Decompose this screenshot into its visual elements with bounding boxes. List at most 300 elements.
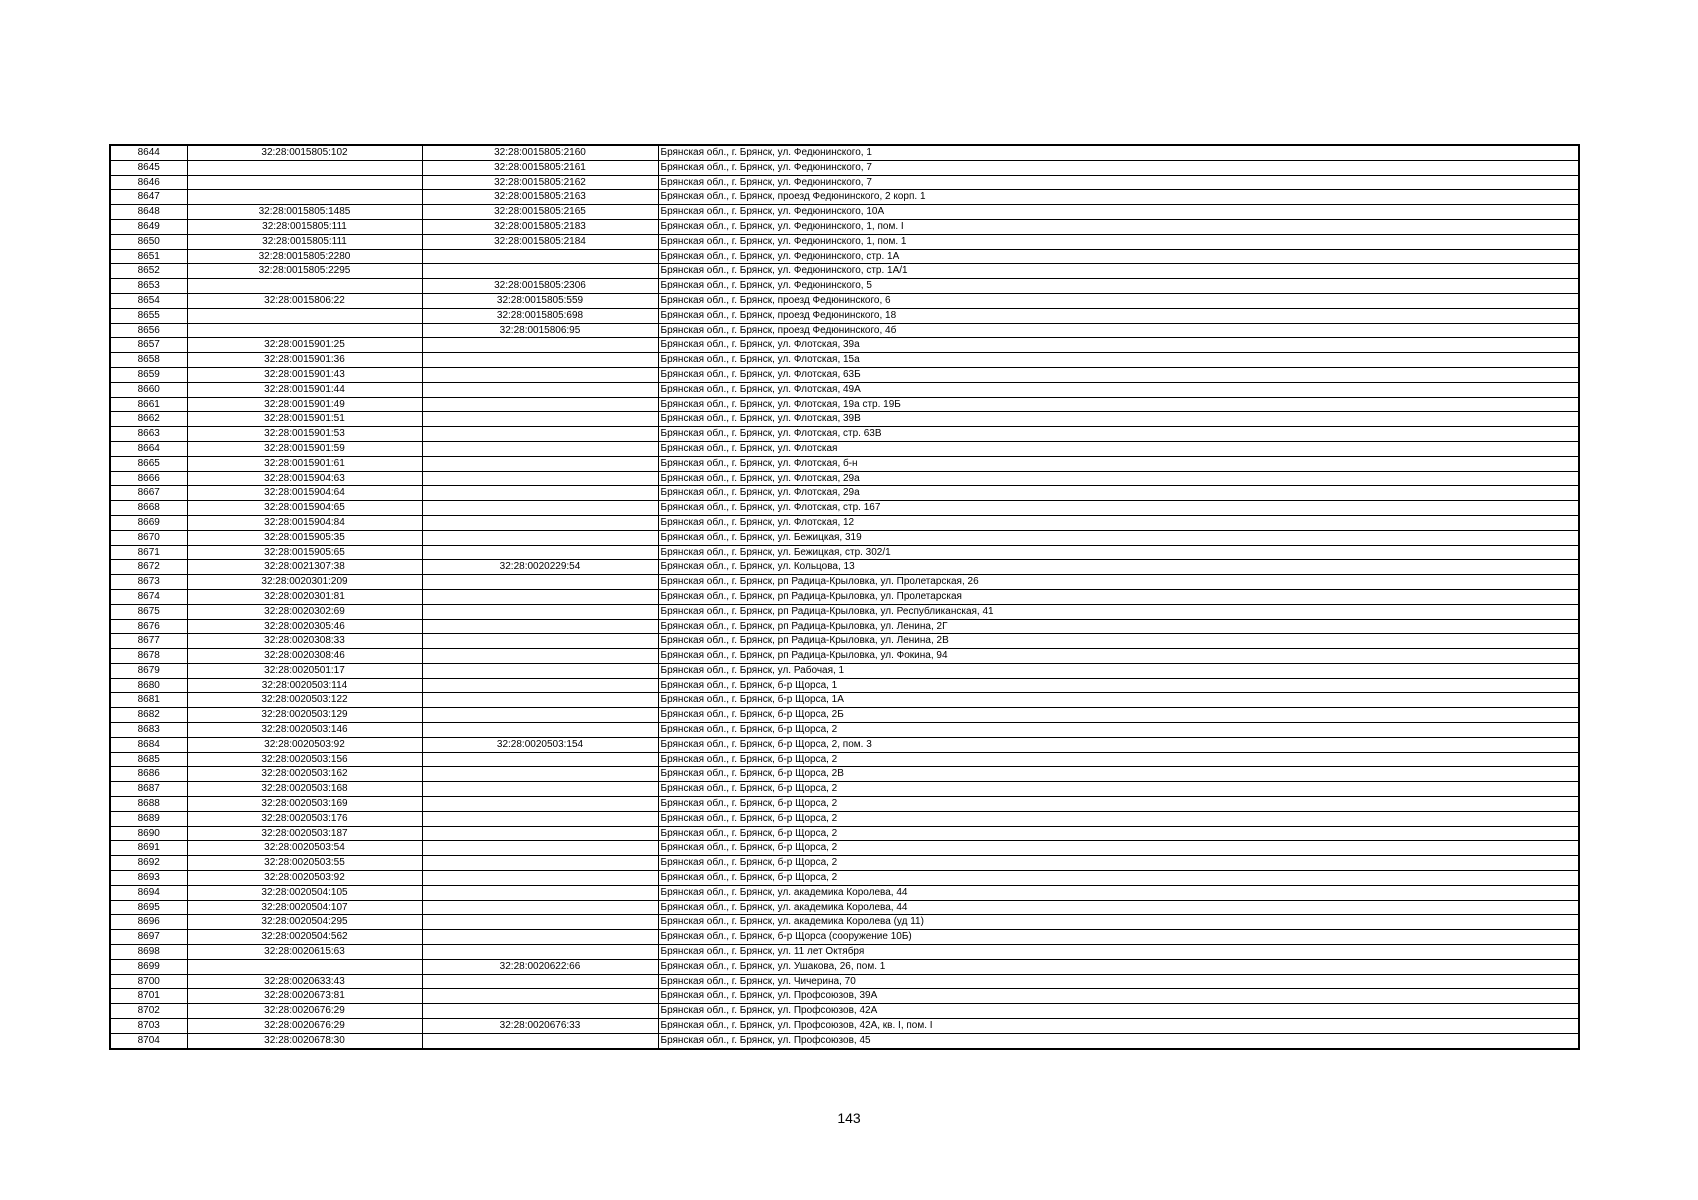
address-cell: Брянская обл., г. Брянск, проезд Федюнинского, 6 [658,293,1579,308]
table-row [110,737,1579,752]
cadastral-number-parcel-cell: 32:28:0020501:17 [187,663,422,678]
cadastral-number-object-cell: 32:28:0015805:559 [422,293,658,308]
cadastral-number-parcel-cell: 32:28:0020301:81 [187,589,422,604]
address-cell: Брянская обл., г. Брянск, ул. Федюнинского, 10А [658,205,1579,220]
cadastral-number-object-cell [422,693,658,708]
cadastral-number-object-cell [422,752,658,767]
row-number-cell: 8690 [110,826,187,841]
table-row [110,708,1579,723]
address-cell: Брянская обл., г. Брянск, проезд Федюнинского, 4б [658,323,1579,338]
table-row [110,249,1579,264]
address-cell: Брянская обл., г. Брянск, б-р Щорса, 2Б [658,708,1579,723]
address-cell: Брянская обл., г. Брянск, ул. Профсоюзов, 42А, кв. I, пом. I [658,1019,1579,1034]
table-row [110,338,1579,353]
address-cell: Брянская обл., г. Брянск, б-р Щорса, 2 [658,841,1579,856]
cadastral-number-parcel-cell: 32:28:0020676:29 [187,1004,422,1019]
row-number-cell: 8677 [110,634,187,649]
row-number-cell: 8662 [110,412,187,427]
row-number-cell: 8645 [110,160,187,175]
address-cell: Брянская обл., г. Брянск, ул. Флотская, 29а [658,486,1579,501]
cadastral-number-object-cell: 32:28:0015805:2184 [422,234,658,249]
row-number-cell: 8700 [110,974,187,989]
table-row [110,560,1579,575]
table-row [110,782,1579,797]
address-cell: Брянская обл., г. Брянск, ул. Флотская, стр. 63В [658,427,1579,442]
address-cell: Брянская обл., г. Брянск, ул. Флотская, 49А [658,382,1579,397]
table-row [110,723,1579,738]
row-number-cell: 8703 [110,1019,187,1034]
row-number-cell: 8678 [110,649,187,664]
cadastral-number-parcel-cell: 32:28:0015901:59 [187,441,422,456]
cadastral-number-parcel-cell [187,190,422,205]
cadastral-number-object-cell [422,678,658,693]
row-number-cell: 8647 [110,190,187,205]
table-row [110,501,1579,516]
cadastral-number-object-cell [422,797,658,812]
table-row [110,797,1579,812]
row-number-cell: 8698 [110,945,187,960]
table-row [110,456,1579,471]
cadastral-number-parcel-cell: 32:28:0020504:107 [187,900,422,915]
cadastral-number-object-cell [422,412,658,427]
row-number-cell: 8674 [110,589,187,604]
address-cell: Брянская обл., г. Брянск, ул. Флотская [658,441,1579,456]
cadastral-number-parcel-cell: 32:28:0020504:562 [187,930,422,945]
cadastral-number-parcel-cell: 32:28:0015806:22 [187,293,422,308]
address-cell: Брянская обл., г. Брянск, ул. Федюнинского, 1 [658,145,1579,160]
cadastral-number-object-cell [422,1033,658,1048]
cadastral-number-parcel-cell [187,160,422,175]
row-number-cell: 8680 [110,678,187,693]
table-row [110,959,1579,974]
table-row [110,767,1579,782]
table-row [110,678,1579,693]
row-number-cell: 8696 [110,915,187,930]
table-row [110,293,1579,308]
row-number-cell: 8691 [110,841,187,856]
cadastral-number-parcel-cell: 32:28:0015805:102 [187,145,422,160]
cadastral-number-object-cell [422,856,658,871]
address-cell: Брянская обл., г. Брянск, ул. Флотская, 12 [658,515,1579,530]
address-cell: Брянская обл., г. Брянск, б-р Щорса, 2 [658,797,1579,812]
row-number-cell: 8687 [110,782,187,797]
address-cell: Брянская обл., г. Брянск, ул. Профсоюзов, 42А [658,1004,1579,1019]
address-cell: Брянская обл., г. Брянск, ул. Федюнинского, 7 [658,160,1579,175]
cadastral-number-parcel-cell: 32:28:0020503:169 [187,797,422,812]
cadastral-number-object-cell [422,427,658,442]
table-row [110,205,1579,220]
table-row [110,279,1579,294]
table-row [110,693,1579,708]
row-number-cell: 8649 [110,219,187,234]
row-number-cell: 8660 [110,382,187,397]
table-row [110,974,1579,989]
row-number-cell: 8661 [110,397,187,412]
row-number-cell: 8704 [110,1033,187,1048]
cadastral-number-object-cell [422,945,658,960]
table-row [110,871,1579,886]
address-cell: Брянская обл., г. Брянск, ул. Профсоюзов, 39А [658,989,1579,1004]
table-body [110,145,1579,1049]
row-number-cell: 8688 [110,797,187,812]
table-row [110,427,1579,442]
cadastral-number-parcel-cell: 32:28:0015901:53 [187,427,422,442]
cadastral-number-object-cell [422,885,658,900]
address-cell: Брянская обл., г. Брянск, ул. Федюнинского, стр. 1А [658,249,1579,264]
row-number-cell: 8675 [110,604,187,619]
address-cell: Брянская обл., г. Брянск, проезд Федюнинского, 18 [658,308,1579,323]
table-row [110,885,1579,900]
address-cell: Брянская обл., г. Брянск, б-р Щорса, 1А [658,693,1579,708]
table-row [110,234,1579,249]
cadastral-number-parcel-cell: 32:28:0020302:69 [187,604,422,619]
address-cell: Брянская обл., г. Брянск, ул. академика Королева, 44 [658,885,1579,900]
cadastral-number-object-cell [422,782,658,797]
row-number-cell: 8652 [110,264,187,279]
address-cell: Брянская обл., г. Брянск, рп Радица-Крыловка, ул. Республиканская, 41 [658,604,1579,619]
address-cell: Брянская обл., г. Брянск, ул. Рабочая, 1 [658,663,1579,678]
cadastral-number-object-cell [422,974,658,989]
address-cell: Брянская обл., г. Брянск, ул. Флотская, 39а [658,338,1579,353]
table-row [110,945,1579,960]
cadastral-number-object-cell [422,456,658,471]
cadastral-number-parcel-cell: 32:28:0015904:65 [187,501,422,516]
row-number-cell: 8664 [110,441,187,456]
table-row [110,515,1579,530]
address-cell: Брянская обл., г. Брянск, ул. Флотская, б-н [658,456,1579,471]
address-cell: Брянская обл., г. Брянск, ул. Федюнинского, 7 [658,175,1579,190]
cadastral-number-object-cell [422,915,658,930]
row-number-cell: 8699 [110,959,187,974]
cadastral-number-parcel-cell: 32:28:0020503:54 [187,841,422,856]
table-row [110,649,1579,664]
address-cell: Брянская обл., г. Брянск, ул. академика Королева (уд 11) [658,915,1579,930]
address-cell: Брянская обл., г. Брянск, ул. Федюнинского, 1, пом. I [658,219,1579,234]
address-cell: Брянская обл., г. Брянск, ул. академика Королева, 44 [658,900,1579,915]
table-row [110,1004,1579,1019]
address-cell: Брянская обл., г. Брянск, ул. Федюнинского, стр. 1А/1 [658,264,1579,279]
cadastral-number-parcel-cell: 32:28:0015901:44 [187,382,422,397]
table-row [110,382,1579,397]
table-row [110,367,1579,382]
address-cell: Брянская обл., г. Брянск, б-р Щорса, 2 [658,826,1579,841]
row-number-cell: 8697 [110,930,187,945]
cadastral-number-parcel-cell: 32:28:0020503:162 [187,767,422,782]
table-row [110,1033,1579,1048]
registry-table [109,144,1580,1050]
row-number-cell: 8671 [110,545,187,560]
row-number-cell: 8679 [110,663,187,678]
row-number-cell: 8646 [110,175,187,190]
address-cell: Брянская обл., г. Брянск, ул. Флотская, 15а [658,353,1579,368]
cadastral-number-parcel-cell: 32:28:0020503:92 [187,871,422,886]
cadastral-number-parcel-cell: 32:28:0015805:1485 [187,205,422,220]
cadastral-number-parcel-cell: 32:28:0015805:2295 [187,264,422,279]
table-row [110,190,1579,205]
row-number-cell: 8694 [110,885,187,900]
cadastral-number-object-cell: 32:28:0015805:2183 [422,219,658,234]
cadastral-number-object-cell [422,338,658,353]
row-number-cell: 8650 [110,234,187,249]
cadastral-number-object-cell [422,930,658,945]
cadastral-number-parcel-cell: 32:28:0015905:35 [187,530,422,545]
cadastral-number-object-cell: 32:28:0015805:2160 [422,145,658,160]
address-cell: Брянская обл., г. Брянск, ул. Флотская, 19а стр. 19Б [658,397,1579,412]
table-row [110,145,1579,160]
cadastral-number-parcel-cell: 32:28:0015901:51 [187,412,422,427]
cadastral-number-object-cell: 32:28:0020229:54 [422,560,658,575]
address-cell: Брянская обл., г. Брянск, б-р Щорса, 1 [658,678,1579,693]
table-row [110,604,1579,619]
cadastral-number-object-cell: 32:28:0020503:154 [422,737,658,752]
table-row [110,545,1579,560]
cadastral-number-parcel-cell: 32:28:0020503:146 [187,723,422,738]
cadastral-number-parcel-cell [187,279,422,294]
address-cell: Брянская обл., г. Брянск, ул. Профсоюзов, 45 [658,1033,1579,1048]
cadastral-number-parcel-cell: 32:28:0020503:55 [187,856,422,871]
row-number-cell: 8667 [110,486,187,501]
address-cell: Брянская обл., г. Брянск, ул. Федюнинского, 5 [658,279,1579,294]
cadastral-number-parcel-cell: 32:28:0015805:2280 [187,249,422,264]
row-number-cell: 8701 [110,989,187,1004]
cadastral-number-parcel-cell: 32:28:0020503:168 [187,782,422,797]
cadastral-number-parcel-cell: 32:28:0020503:129 [187,708,422,723]
row-number-cell: 8654 [110,293,187,308]
cadastral-number-parcel-cell: 32:28:0015901:36 [187,353,422,368]
address-cell: Брянская обл., г. Брянск, ул. Бежицкая, 319 [658,530,1579,545]
cadastral-number-parcel-cell: 32:28:0020503:156 [187,752,422,767]
table-row [110,989,1579,1004]
cadastral-number-object-cell [422,634,658,649]
address-cell: Брянская обл., г. Брянск, б-р Щорса, 2 [658,871,1579,886]
cadastral-number-object-cell: 32:28:0015805:698 [422,308,658,323]
table-row [110,900,1579,915]
cadastral-number-parcel-cell: 32:28:0020503:122 [187,693,422,708]
row-number-cell: 8651 [110,249,187,264]
cadastral-number-object-cell: 32:28:0015806:95 [422,323,658,338]
cadastral-number-object-cell [422,382,658,397]
row-number-cell: 8655 [110,308,187,323]
row-number-cell: 8689 [110,811,187,826]
row-number-cell: 8657 [110,338,187,353]
cadastral-number-parcel-cell [187,175,422,190]
cadastral-number-object-cell [422,767,658,782]
cadastral-number-object-cell [422,871,658,886]
row-number-cell: 8663 [110,427,187,442]
row-number-cell: 8656 [110,323,187,338]
table-row [110,841,1579,856]
address-cell: Брянская обл., г. Брянск, рп Радица-Крыловка, ул. Фокина, 94 [658,649,1579,664]
cadastral-number-parcel-cell [187,323,422,338]
cadastral-number-parcel-cell: 32:28:0015805:111 [187,234,422,249]
address-cell: Брянская обл., г. Брянск, рп Радица-Крыловка, ул. Пролетарская, 26 [658,575,1579,590]
cadastral-number-object-cell [422,515,658,530]
cadastral-number-object-cell [422,826,658,841]
table-row [110,308,1579,323]
cadastral-number-parcel-cell: 32:28:0020503:176 [187,811,422,826]
table-row [110,175,1579,190]
cadastral-number-object-cell [422,501,658,516]
address-cell: Брянская обл., г. Брянск, ул. Чичерина, 70 [658,974,1579,989]
cadastral-number-object-cell [422,708,658,723]
cadastral-number-parcel-cell: 32:28:0020615:63 [187,945,422,960]
cadastral-number-object-cell [422,264,658,279]
row-number-cell: 8681 [110,693,187,708]
address-cell: Брянская обл., г. Брянск, ул. Бежицкая, стр. 302/1 [658,545,1579,560]
row-number-cell: 8702 [110,1004,187,1019]
cadastral-number-object-cell: 32:28:0015805:2161 [422,160,658,175]
cadastral-number-parcel-cell: 32:28:0020633:43 [187,974,422,989]
address-cell: Брянская обл., г. Брянск, ул. 11 лет Октября [658,945,1579,960]
cadastral-number-object-cell [422,397,658,412]
row-number-cell: 8673 [110,575,187,590]
cadastral-number-object-cell: 32:28:0015805:2162 [422,175,658,190]
cadastral-number-parcel-cell: 32:28:0015901:25 [187,338,422,353]
cadastral-number-object-cell [422,530,658,545]
row-number-cell: 8682 [110,708,187,723]
row-number-cell: 8684 [110,737,187,752]
address-cell: Брянская обл., г. Брянск, ул. Флотская, стр. 167 [658,501,1579,516]
cadastral-number-object-cell [422,663,658,678]
address-cell: Брянская обл., г. Брянск, б-р Щорса, 2 [658,782,1579,797]
address-cell: Брянская обл., г. Брянск, б-р Щорса, 2 [658,752,1579,767]
row-number-cell: 8644 [110,145,187,160]
row-number-cell: 8672 [110,560,187,575]
table-row [110,323,1579,338]
table-row [110,412,1579,427]
cadastral-number-parcel-cell: 32:28:0020308:46 [187,649,422,664]
cadastral-number-parcel-cell: 32:28:0015901:49 [187,397,422,412]
cadastral-number-object-cell [422,619,658,634]
cadastral-number-object-cell [422,441,658,456]
row-number-cell: 8665 [110,456,187,471]
table-row [110,397,1579,412]
cadastral-number-object-cell [422,545,658,560]
cadastral-number-parcel-cell: 32:28:0015905:65 [187,545,422,560]
row-number-cell: 8653 [110,279,187,294]
cadastral-number-parcel-cell: 32:28:0021307:38 [187,560,422,575]
address-cell: Брянская обл., г. Брянск, проезд Федюнинского, 2 корп. 1 [658,190,1579,205]
cadastral-number-object-cell [422,604,658,619]
address-cell: Брянская обл., г. Брянск, ул. Флотская, 63Б [658,367,1579,382]
cadastral-number-object-cell [422,723,658,738]
table-row [110,826,1579,841]
table-row [110,353,1579,368]
address-cell: Брянская обл., г. Брянск, б-р Щорса, 2 [658,723,1579,738]
table-row [110,752,1579,767]
cadastral-number-object-cell: 32:28:0020676:33 [422,1019,658,1034]
address-cell: Брянская обл., г. Брянск, ул. Флотская, 39В [658,412,1579,427]
address-cell: Брянская обл., г. Брянск, рп Радица-Крыловка, ул. Пролетарская [658,589,1579,604]
cadastral-number-parcel-cell: 32:28:0015805:111 [187,219,422,234]
cadastral-number-object-cell [422,811,658,826]
row-number-cell: 8692 [110,856,187,871]
address-cell: Брянская обл., г. Брянск, ул. Ушакова, 26, пом. 1 [658,959,1579,974]
row-number-cell: 8658 [110,353,187,368]
cadastral-number-object-cell: 32:28:0015805:2306 [422,279,658,294]
cadastral-number-object-cell [422,353,658,368]
table-row [110,264,1579,279]
table-row [110,589,1579,604]
row-number-cell: 8670 [110,530,187,545]
cadastral-number-parcel-cell: 32:28:0015904:84 [187,515,422,530]
cadastral-number-parcel-cell: 32:28:0020504:295 [187,915,422,930]
cadastral-number-parcel-cell: 32:28:0015901:61 [187,456,422,471]
table-row [110,471,1579,486]
table-row [110,915,1579,930]
cadastral-number-object-cell [422,841,658,856]
row-number-cell: 8676 [110,619,187,634]
cadastral-number-parcel-cell: 32:28:0020504:105 [187,885,422,900]
table-row [110,619,1579,634]
cadastral-number-object-cell [422,589,658,604]
cadastral-number-object-cell [422,1004,658,1019]
address-cell: Брянская обл., г. Брянск, ул. Флотская, 29а [658,471,1579,486]
address-cell: Брянская обл., г. Брянск, ул. Кольцова, 13 [658,560,1579,575]
address-cell: Брянская обл., г. Брянск, б-р Щорса, 2, пом. 3 [658,737,1579,752]
address-cell: Брянская обл., г. Брянск, б-р Щорса, 2 [658,856,1579,871]
table-row [110,160,1579,175]
cadastral-number-parcel-cell: 32:28:0015901:43 [187,367,422,382]
row-number-cell: 8666 [110,471,187,486]
cadastral-number-parcel-cell: 32:28:0020503:114 [187,678,422,693]
cadastral-number-parcel-cell: 32:28:0015904:64 [187,486,422,501]
row-number-cell: 8693 [110,871,187,886]
cadastral-number-object-cell: 32:28:0015805:2165 [422,205,658,220]
table-row [110,856,1579,871]
cadastral-number-parcel-cell: 32:28:0020503:92 [187,737,422,752]
row-number-cell: 8669 [110,515,187,530]
row-number-cell: 8695 [110,900,187,915]
table-row [110,811,1579,826]
address-cell: Брянская обл., г. Брянск, ул. Федюнинского, 1, пом. 1 [658,234,1579,249]
row-number-cell: 8686 [110,767,187,782]
row-number-cell: 8685 [110,752,187,767]
cadastral-number-object-cell: 32:28:0015805:2163 [422,190,658,205]
row-number-cell: 8668 [110,501,187,516]
cadastral-number-object-cell: 32:28:0020622:66 [422,959,658,974]
table-row [110,441,1579,456]
cadastral-number-object-cell [422,367,658,382]
cadastral-number-object-cell [422,486,658,501]
cadastral-number-object-cell [422,471,658,486]
table-row [110,1019,1579,1034]
cadastral-number-parcel-cell: 32:28:0020673:81 [187,989,422,1004]
cadastral-number-parcel-cell: 32:28:0015904:63 [187,471,422,486]
cadastral-number-object-cell [422,249,658,264]
table-row [110,634,1579,649]
table-row [110,219,1579,234]
cadastral-number-parcel-cell: 32:28:0020308:33 [187,634,422,649]
table-row [110,486,1579,501]
row-number-cell: 8648 [110,205,187,220]
address-cell: Брянская обл., г. Брянск, рп Радица-Крыловка, ул. Ленина, 2Г [658,619,1579,634]
address-cell: Брянская обл., г. Брянск, б-р Щорса, 2В [658,767,1579,782]
cadastral-number-parcel-cell: 32:28:0020503:187 [187,826,422,841]
table-row [110,930,1579,945]
cadastral-number-object-cell [422,900,658,915]
cadastral-number-object-cell [422,649,658,664]
cadastral-number-parcel-cell: 32:28:0020678:30 [187,1033,422,1048]
cadastral-number-parcel-cell [187,959,422,974]
address-cell: Брянская обл., г. Брянск, б-р Щорса, 2 [658,811,1579,826]
page-number: 143 [837,1110,861,1126]
table-row [110,663,1579,678]
cadastral-number-parcel-cell: 32:28:0020301:209 [187,575,422,590]
table-row [110,575,1579,590]
address-cell: Брянская обл., г. Брянск, б-р Щорса (сооружение 10Б) [658,930,1579,945]
address-cell: Брянская обл., г. Брянск, рп Радица-Крыловка, ул. Ленина, 2В [658,634,1579,649]
